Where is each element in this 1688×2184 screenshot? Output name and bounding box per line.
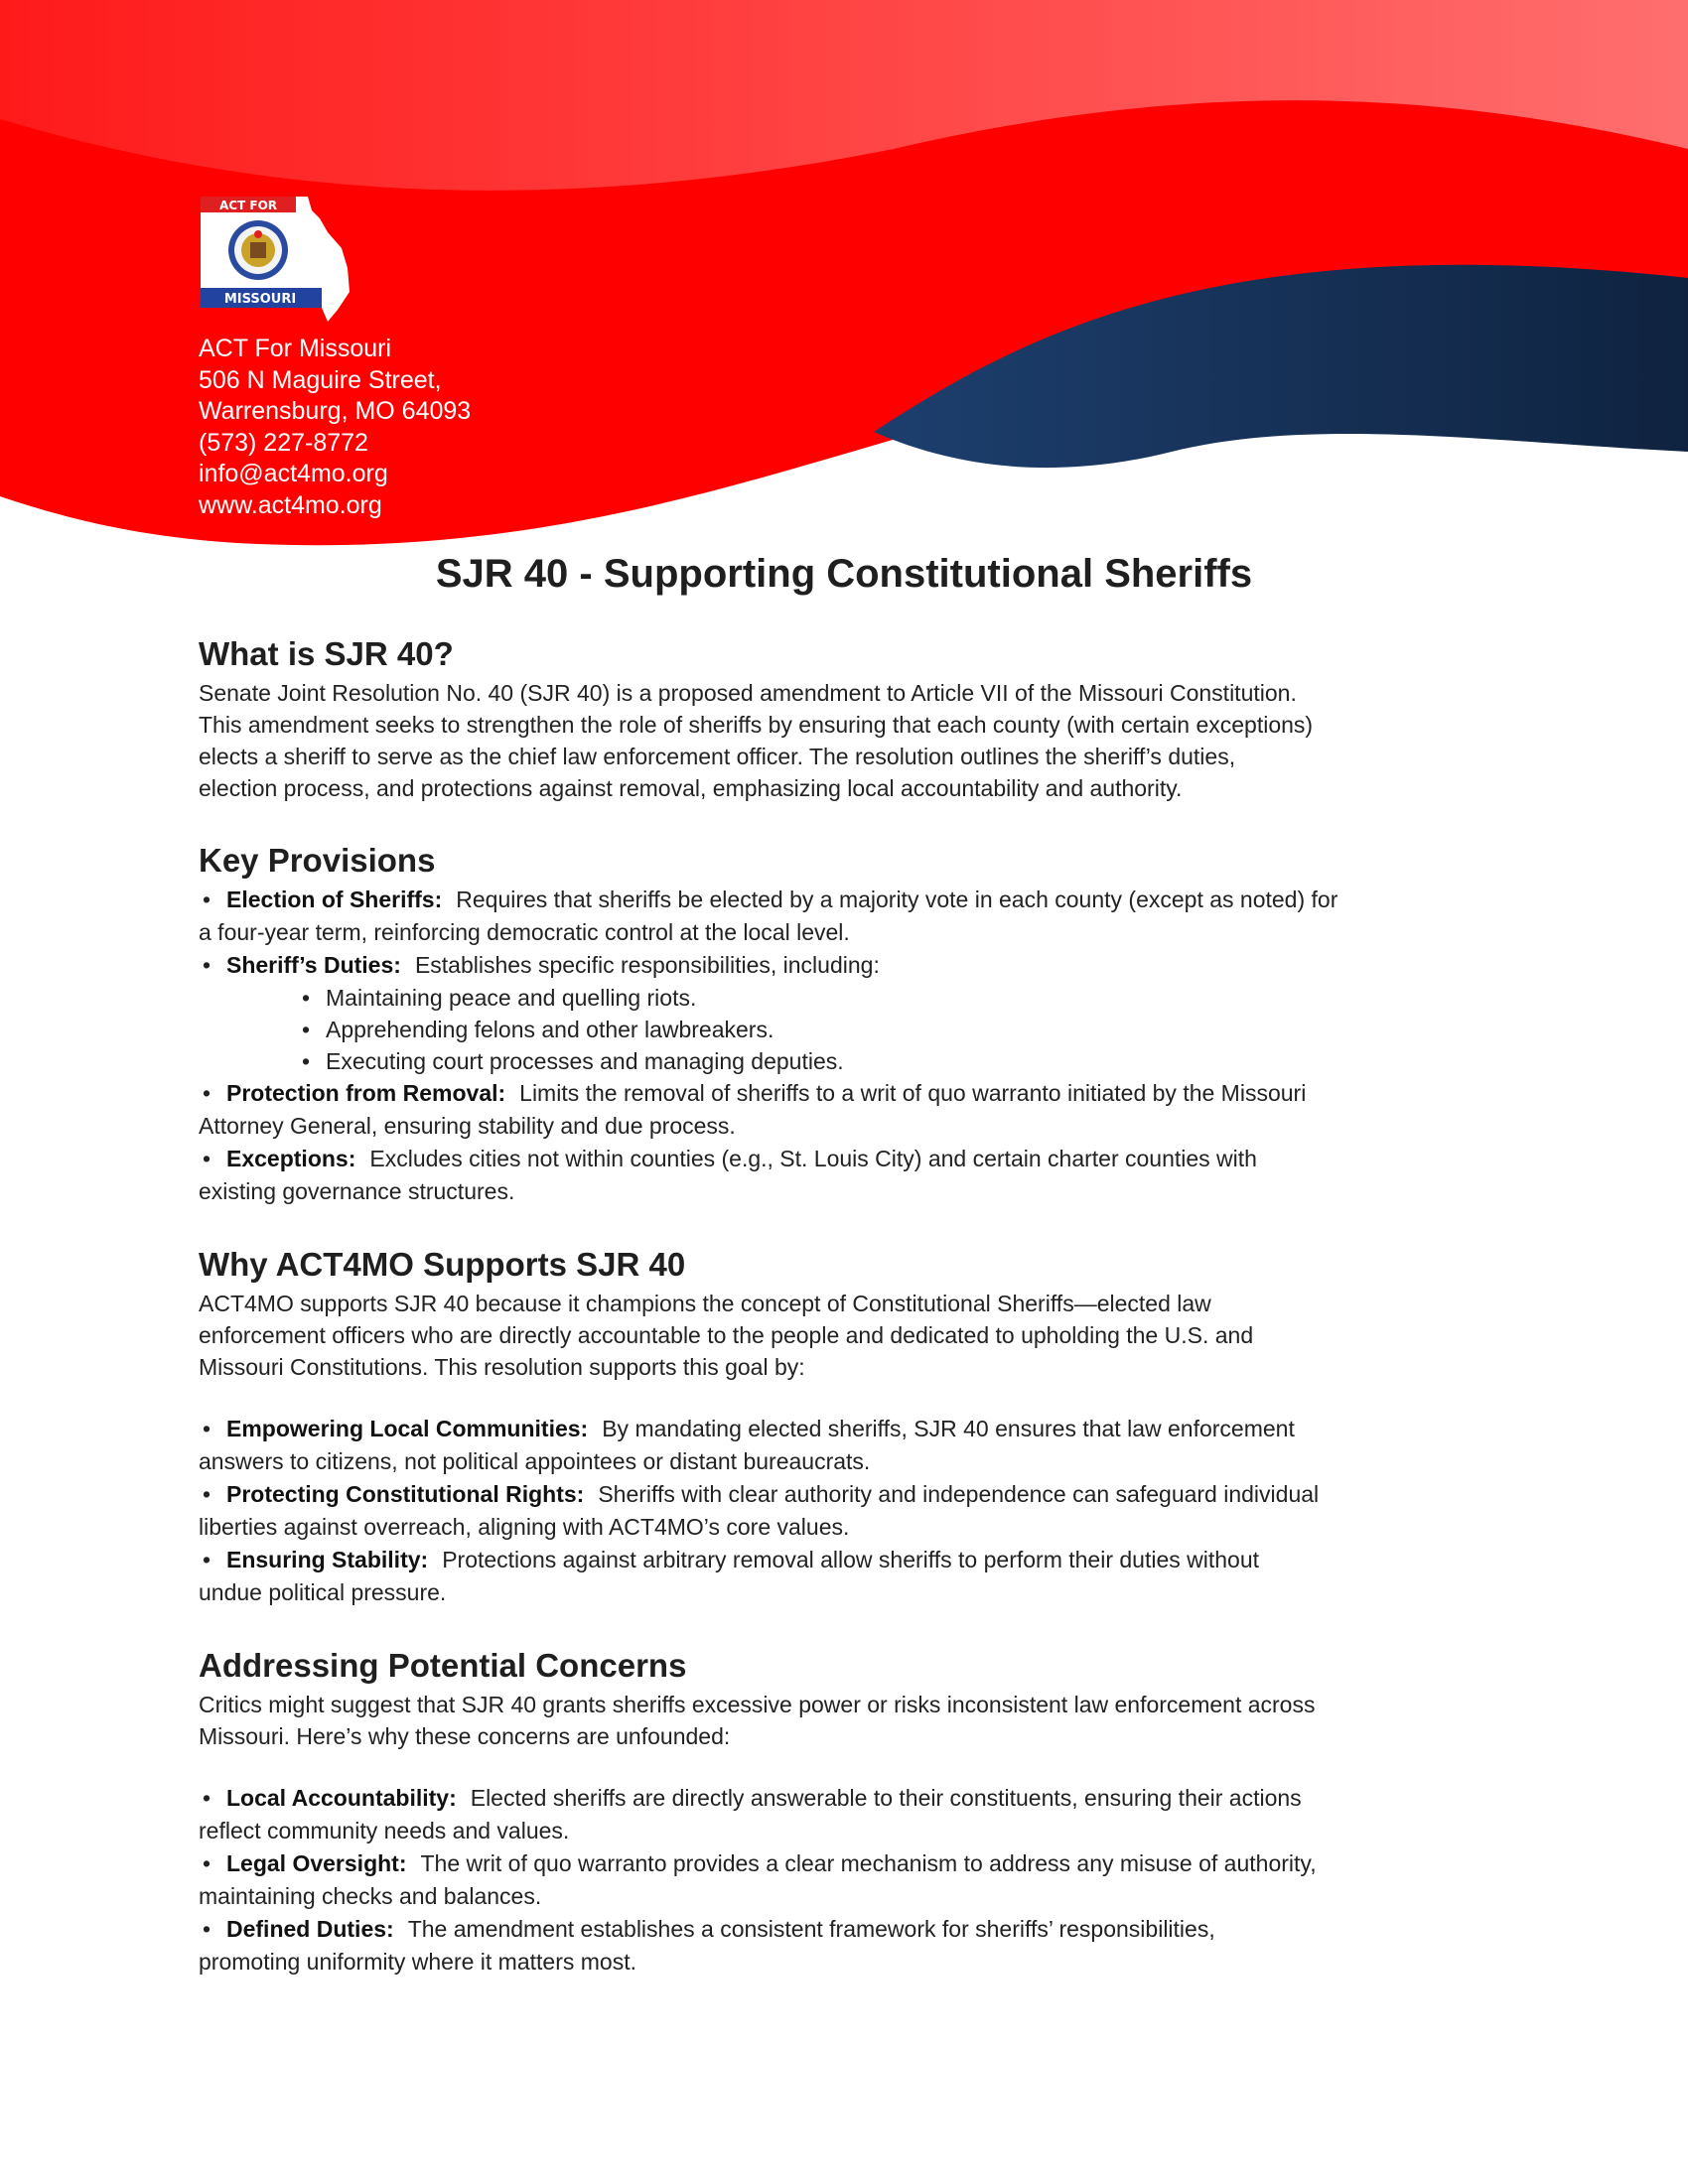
org-email[interactable]: info@act4mo.org bbox=[199, 460, 388, 487]
bullet-icon: • bbox=[203, 1146, 211, 1171]
org-phone[interactable]: (573) 227-8772 bbox=[199, 428, 368, 457]
organization-contact-block bbox=[199, 334, 471, 521]
section-heading: Key Provisions bbox=[199, 842, 436, 879]
bullet-icon: • bbox=[203, 1785, 211, 1811]
bullet-icon: • bbox=[302, 1017, 311, 1042]
org-website[interactable]: www.act4mo.org bbox=[199, 490, 382, 519]
paragraph-line: ACT4MO supports SJR 40 because it champions the concept of Constitutional Sheriffs—elected law bbox=[199, 1291, 1211, 1316]
item-text-cont: answers to citizens, not political appointees or distant bureaucrats. bbox=[199, 1448, 871, 1474]
bullet-icon: • bbox=[203, 1416, 211, 1441]
bullet-icon: • bbox=[203, 1481, 211, 1507]
item-label: Legal Oversight: bbox=[226, 1850, 407, 1876]
item-text-cont: undue political pressure. bbox=[199, 1579, 447, 1605]
bullet-icon: • bbox=[203, 952, 211, 978]
paragraph-line: Critics might suggest that SJR 40 grants sheriffs excessive power or risks inconsistent law enforcement across bbox=[199, 1692, 1316, 1717]
bullet-icon: • bbox=[203, 1547, 211, 1572]
section-what-is bbox=[199, 635, 1489, 804]
document-body bbox=[199, 635, 1489, 2016]
item-text-cont: existing governance structures. bbox=[199, 1178, 515, 1204]
org-street: 506 N Maguire Street, bbox=[199, 365, 442, 394]
state-seal-icon bbox=[228, 220, 288, 280]
list-item bbox=[199, 884, 1489, 949]
paragraph-line: Missouri Constitutions. This resolution supports this goal by: bbox=[199, 1354, 805, 1380]
logo-top-text: ACT FOR bbox=[218, 199, 278, 212]
item-label: Defined Duties: bbox=[226, 1916, 394, 1942]
sub-list-item: • Apprehending felons and other lawbreakers. bbox=[298, 1014, 1489, 1045]
item-text-cont: promoting uniformity where it matters most. bbox=[199, 1949, 636, 1975]
paragraph-line: election process, and protections against removal, emphasizing local accountability and authority. bbox=[199, 775, 1183, 801]
item-text-cont: liberties against overreach, aligning with ACT4MO’s core values. bbox=[199, 1514, 850, 1540]
concerns-list bbox=[199, 1782, 1489, 1979]
item-text: Excludes cities not within counties (e.g., St. Louis City) and certain charter counties with bbox=[369, 1146, 1257, 1171]
item-label: Ensuring Stability: bbox=[226, 1547, 429, 1572]
item-text-cont: maintaining checks and balances. bbox=[199, 1883, 542, 1909]
bullet-icon: • bbox=[302, 985, 311, 1011]
item-label: Exceptions: bbox=[226, 1146, 356, 1171]
item-text-cont: Attorney General, ensuring stability and due process. bbox=[199, 1113, 736, 1139]
section-heading: Why ACT4MO Supports SJR 40 bbox=[199, 1246, 686, 1283]
list-item bbox=[199, 1913, 1489, 1979]
list-item bbox=[199, 1413, 1489, 1478]
item-label: Election of Sheriffs: bbox=[226, 887, 443, 912]
list-item bbox=[199, 949, 1489, 1077]
item-text: By mandating elected sheriffs, SJR 40 ensures that law enforcement bbox=[602, 1416, 1295, 1441]
section-heading: What is SJR 40? bbox=[199, 635, 454, 672]
item-text: Limits the removal of sheriffs to a writ of quo warranto initiated by the Missouri bbox=[519, 1080, 1307, 1106]
bullet-icon: • bbox=[203, 887, 211, 912]
support-reasons-list bbox=[199, 1413, 1489, 1609]
section-key-provisions bbox=[199, 842, 1489, 1208]
act-for-missouri-logo bbox=[189, 189, 357, 328]
item-text: Establishes specific responsibilities, including: bbox=[414, 952, 880, 978]
bullet-icon: • bbox=[203, 1080, 211, 1106]
section-heading: Addressing Potential Concerns bbox=[199, 1647, 687, 1684]
org-city-state-zip: Warrensburg, MO 64093 bbox=[199, 397, 472, 425]
paragraph-line: elects a sheriff to serve as the chief law enforcement officer. The resolution outlines the sheriff’s duties, bbox=[199, 744, 1236, 769]
paragraph-line: Missouri. Here’s why these concerns are unfounded: bbox=[199, 1723, 731, 1749]
page-title: SJR 40 - Supporting Constitutional Sheriffs bbox=[435, 552, 1253, 596]
list-item bbox=[199, 1478, 1489, 1544]
paragraph-line: enforcement officers who are directly accountable to the people and dedicated to upholding the U.S. and bbox=[199, 1322, 1254, 1348]
paragraph-line: This amendment seeks to strengthen the role of sheriffs by ensuring that each county (with certain exceptions) bbox=[199, 712, 1314, 738]
item-label: Empowering Local Communities: bbox=[226, 1416, 589, 1441]
item-text: Requires that sheriffs be elected by a majority vote in each county (except as noted) for bbox=[456, 887, 1338, 912]
logo-bottom-text: MISSOURI bbox=[223, 292, 297, 307]
org-name: ACT For Missouri bbox=[199, 335, 392, 362]
list-item bbox=[199, 1847, 1489, 1913]
item-text: The amendment establishes a consistent framework for sheriffs’ responsibilities, bbox=[407, 1916, 1215, 1942]
item-text: Protections against arbitrary removal allow sheriffs to perform their duties without bbox=[442, 1547, 1260, 1572]
item-label: Protection from Removal: bbox=[226, 1080, 506, 1106]
item-text: Elected sheriffs are directly answerable to their constituents, ensuring their actions bbox=[470, 1785, 1302, 1811]
paragraph-line: Senate Joint Resolution No. 40 (SJR 40) is a proposed amendment to Article VII of the Missouri Constitution. bbox=[199, 680, 1297, 706]
provisions-list bbox=[199, 884, 1489, 1208]
list-item bbox=[199, 1544, 1489, 1609]
list-item bbox=[199, 1782, 1489, 1847]
sub-list-item: • Executing court processes and managing deputies. bbox=[298, 1045, 1489, 1077]
item-text: Sheriffs with clear authority and independence can safeguard individual bbox=[598, 1481, 1320, 1507]
item-text: The writ of quo warranto provides a clear mechanism to address any misuse of authority, bbox=[420, 1850, 1317, 1876]
section-why-support bbox=[199, 1246, 1489, 1609]
item-label: Protecting Constitutional Rights: bbox=[226, 1481, 585, 1507]
bullet-icon: • bbox=[302, 1048, 311, 1074]
sub-list-item: • Maintaining peace and quelling riots. bbox=[298, 982, 1489, 1014]
item-label: Sheriff’s Duties: bbox=[226, 952, 401, 978]
item-text-cont: reflect community needs and values. bbox=[199, 1818, 570, 1843]
duties-sublist bbox=[199, 982, 1489, 1077]
list-item bbox=[199, 1143, 1489, 1208]
item-text-cont: a four-year term, reinforcing democratic control at the local level. bbox=[199, 919, 850, 945]
list-item bbox=[199, 1077, 1489, 1143]
section-concerns bbox=[199, 1647, 1489, 1979]
item-label: Local Accountability: bbox=[226, 1785, 457, 1811]
bullet-icon: • bbox=[203, 1916, 211, 1942]
bullet-icon: • bbox=[203, 1850, 211, 1876]
